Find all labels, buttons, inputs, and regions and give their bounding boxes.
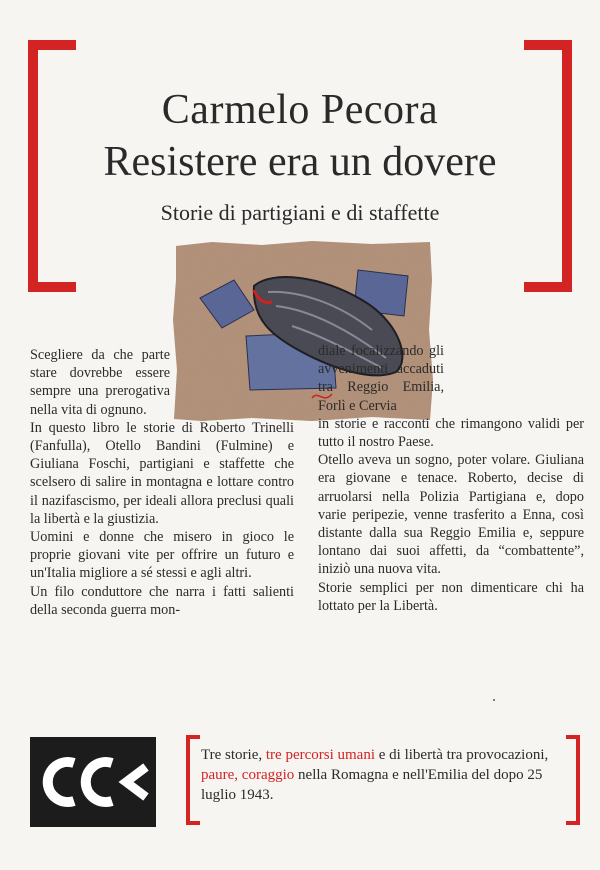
blurb-highlight-2: paure, coraggio [201,767,295,783]
left-text-column [30,346,294,619]
book-subtitle: Storie di partigiani e di staffette [160,200,440,225]
left-intro-paragraph: Scegliere da che parte stare dovrebbe essere sempre una prerogativa nella vita di ognuno. [30,347,170,418]
left-paragraph-1: In questo libro le storie di Roberto Trinelli (Fanfulla), Otello Bandini (Fulmine) e Giuliana Foschi, partigiani e staffette che scelsero di salire in montagna e lottare contro il nazifascismo, per ideali allora preclusi quali la libertà e la giustizia. [30,419,294,527]
publisher-logo [30,737,156,827]
right-paragraph-1: Otello aveva un sogno, poter volare. Giuliana era giovane e tenace. Roberto, decise di arruolarsi nella Polizia Partigiana e, dopo varie peripezie, venne trasferito a Enna, così distante dalla sua Reggio Emilia e, seppure lontano dai suoi affetti, da “combattente”, iniziò una nuova vita. [318,452,584,578]
left-paragraph-3: Un filo conduttore che narra i fatti salienti della seconda guerra mon- [30,583,294,618]
right-text-column [318,342,584,615]
blurb-highlight-1: tre percorsi umani [265,747,375,763]
author-name: Carmelo Pecora [161,87,439,133]
blurb-text-3: nella Romagna e nell'Emilia del dopo 25 luglio 1943. [201,767,543,803]
decorative-dot [493,699,495,701]
publisher-logo-icon [30,737,156,827]
blurb-text-2: e di libertà tra provocazioni, [375,747,549,763]
right-paragraph-2: Storie semplici per non dimenticare chi ha lottato per la Libertà. [318,579,584,614]
book-title: Resistere era un dovere [103,139,497,185]
blurb-text-1: Tre storie, [201,747,266,763]
publisher-logo-text [156,737,157,738]
right-intro-paragraph: diale focalizzando gli avvenimenti accaduti tra Reggio Emilia, Forlì e Cervia [318,343,444,414]
back-blurb [201,745,571,805]
left-paragraph-2: Uomini e donne che misero in gioco le proprie giovani vite per offrire un futuro e un'Italia migliore a sé stessi e agli altri. [30,529,294,582]
right-paragraph-0: in storie e racconti che rimangono validi per tutto il nostro Paese. [318,415,584,451]
